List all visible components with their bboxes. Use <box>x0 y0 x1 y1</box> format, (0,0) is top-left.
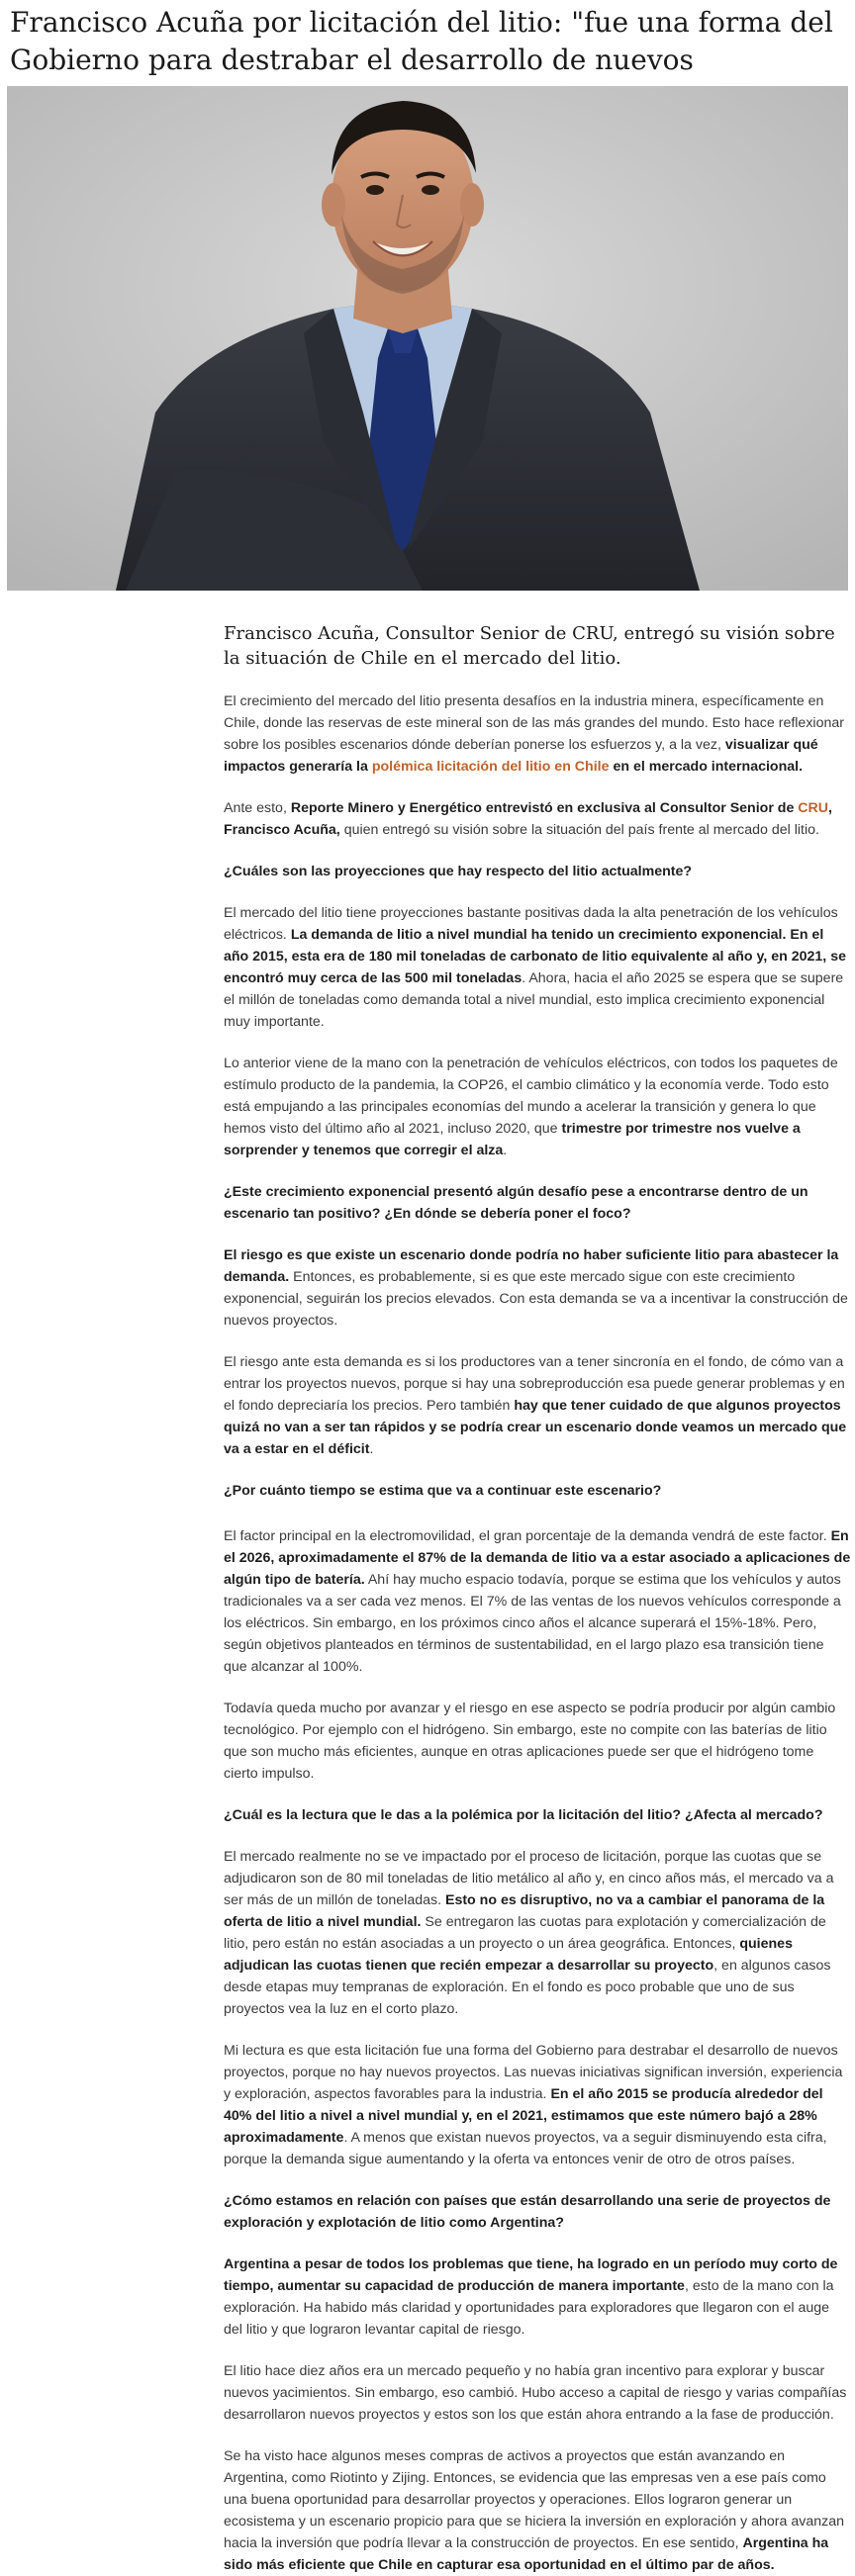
hero-photo <box>7 86 848 591</box>
paragraph-10: Mi lectura es que esta licitación fue una forma del Gobierno para destrabar el desarrollo de nuevos proyectos, porque no hay nuevos proyectos. Las nuevas iniciativas significan inversión, experiencia y exploración, aspectos favorables para la industria. En el año 2015 se producía alrededor del 40% del litio a nivel a nivel mundial y, en el 2021, estimamos que este número bajó a 28% aproximadamente. A menos que existan nuevos proyectos, va a seguir disminuyendo esta cifra, porque la demanda sigue aumentando y la oferta va entonces venir de otro de otros países. <box>224 2043 843 2167</box>
cru-link[interactable]: CRU <box>798 800 829 816</box>
licitacion-link[interactable]: polémica licitación del litio en Chile <box>371 759 610 775</box>
article-lead: Francisco Acuña, Consultor Senior de CRU, entregó su visión sobre la situación de Chile en el mercado del litio. <box>224 623 835 669</box>
question-3: ¿Por cuánto tiempo se estima que va a continuar este escenario? <box>224 1483 662 1499</box>
paragraph-6: El riesgo ante esta demanda es si los productores van a tener sincronía en el fondo, de cómo van a entrar los proyectos nuevos, porque si hay una sobreproducción esa puede generar problemas y en el fondo depreciaría los precios. Pero también hay que tener cuidado de que algunos proyectos quizá no van a ser tan rápidos y se podría crear un escenario donde veamos un mercado que va a estar en el déficit. <box>224 1354 847 1457</box>
question-4: ¿Cuál es la lectura que le das a la polémica por la licitación del litio? ¿Afecta al mercado? <box>224 1807 823 1823</box>
paragraph-3: El mercado del litio tiene proyecciones bastante positivas dada la alta penetración de los vehículos eléctricos. La demanda de litio a nivel mundial ha tenido un crecimiento exponencial. En el año 2015, esta era de 180 mil toneladas de carbonato de litio equivalente al año y, en 2021, se encontró muy cerca de las 500 mil toneladas. Ahora, hacia el año 2025 se espera que se supere el millón de toneladas como demanda total a nivel mundial, esto implica crecimiento exponencial muy importante. <box>224 905 846 1030</box>
portrait-illustration <box>7 86 848 591</box>
article-body <box>224 621 851 2576</box>
paragraph-8: Todavía queda mucho por avanzar y el riesgo en ese aspecto se podría producir por algún cambio tecnológico. Por ejemplo con el hidrógeno. Sin embargo, este no compite con las baterías de litio que son mucho más eficientes, aunque en otras aplicaciones puede ser que el hidrógeno tome cierto impulso. <box>224 1701 836 1782</box>
paragraph-7: El factor principal en la electromovilidad, el gran porcentaje de la demanda vendrá de este factor. En el 2026, aproximadamente el 87% de la demanda de litio va a estar asociado a aplicaciones de algún tipo de batería. Ahí hay mucho espacio todavía, porque se estima que los vehículos y autos tradicionales va a ser cada vez menos. El 7% de las ventas de los nuevos vehículos corresponde a los eléctricos. Sin embargo, en los próximos cinco años el alcance superará el 15%-18%. Pero, según objetivos planteados en términos de sustentabilidad, en el largo plazo esa transición tiene que alcanzar al 100%. <box>224 1528 851 1675</box>
question-2: ¿Este crecimiento exponencial presentó algún desafío pese a encontrarse dentro de un escenario tan positivo? ¿En dónde se debería poner el foco? <box>224 1184 808 1222</box>
question-1: ¿Cuáles son las proyecciones que hay respecto del litio actualmente? <box>224 864 693 879</box>
paragraph-2: Ante esto, Reporte Minero y Energético entrevistó en exclusiva al Consultor Senior de CRU, Francisco Acuña, quien entregó su visión sobre la situación del país frente al mercado del litio. <box>224 800 832 838</box>
article-title: Francisco Acuña por licitación del litio: "fue una forma del Gobierno para destrabar el desarrollo de nuevos <box>10 6 833 76</box>
paragraph-11: Argentina a pesar de todos los problemas que tiene, ha logrado en un período muy corto de tiempo, aumentar su capacidad de producción de manera importante, esto de la mano con la exploración. Ha habido más claridad y oportunidades para exploradores que llegaron con el auge del litio y que lograron levantar capital de riesgo. <box>224 2256 838 2338</box>
paragraph-5: El riesgo es que existe un escenario donde podría no haber suficiente litio para abastecer la demanda. Entonces, es probablemente, si es que este mercado sigue con este crecimiento exponencial, seguirán los precios elevados. Con esta demanda se va a incentivar la construcción de nuevos proyectos. <box>224 1247 848 1329</box>
paragraph-4: Lo anterior viene de la mano con la penetración de vehículos eléctricos, con todos los paquetes de estímulo producto de la pandemia, la COP26, el cambio climático y la economía verde. Todo esto está empujando a las principales economías del mundo a acelerar la transición y genera lo que hemos visto del último año al 2021, incluso 2020, que trimestre por trimestre nos vuelve a sorprender y tenemos que corregir el alza. <box>224 1056 838 1158</box>
question-5: ¿Cómo estamos en relación con países que están desarrollando una serie de proyectos de exploración y explotación de litio como Argentina? <box>224 2193 831 2231</box>
paragraph-12: El litio hace diez años era un mercado pequeño y no había gran incentivo para explorar y buscar nuevos yacimientos. Sin embargo, eso cambió. Hubo acceso a capital de riesgo y varias compañías desarrollaron nuevos proyectos y estos son los que están ahora entrando a la fase de producción. <box>224 2363 847 2423</box>
paragraph-13: Se ha visto hace algunos meses compras de activos a proyectos que están avanzando en Argentina, como Riotinto y Zijing. Entonces, se evidencia que las empresas ven a ese país como una buena oportunidad para desarrollar proyectos y operaciones. Ellos lograron generar un ecosistema y un escenario propicio para que se hiciera la inversión en exploración y ahora avanzan hacia la inversión que podría llevar a la construcción de proyectos. En ese sentido, Argentina ha sido más eficiente que Chile en capturar esa oportunidad en el último par de años. <box>224 2448 844 2573</box>
paragraph-1: El crecimiento del mercado del litio presenta desafíos en la industria minera, específicamente en Chile, donde las reservas de este mineral son de las más grandes del mundo. Esto hace reflexionar sobre los posibles escenarios dónde deberían ponerse los esfuerzos y, a la vez, visualizar qué impactos generaría la polémica licitación del litio en Chile en el mercado internacional. <box>224 693 844 775</box>
paragraph-9: El mercado realmente no se ve impactado por el proceso de licitación, porque las cuotas que se adjudicaron son de 80 mil toneladas de litio metálico al año y, en cinco años más, el mercado va a ser más de un millón de toneladas. Esto no es disruptivo, no va a cambiar el panorama de la oferta de litio a nivel mundial. Se entregaron las cuotas para explotación y comercialización de litio, pero están no están asociadas a un proyecto o un área geográfica. Entonces, quienes adjudican las cuotas tienen que recién empezar a desarrollar su proyecto, en algunos casos desde etapas muy tempranas de exploración. En el fondo es poco probable que uno de sus proyectos vea la luz en el corto plazo. <box>224 1849 834 2017</box>
